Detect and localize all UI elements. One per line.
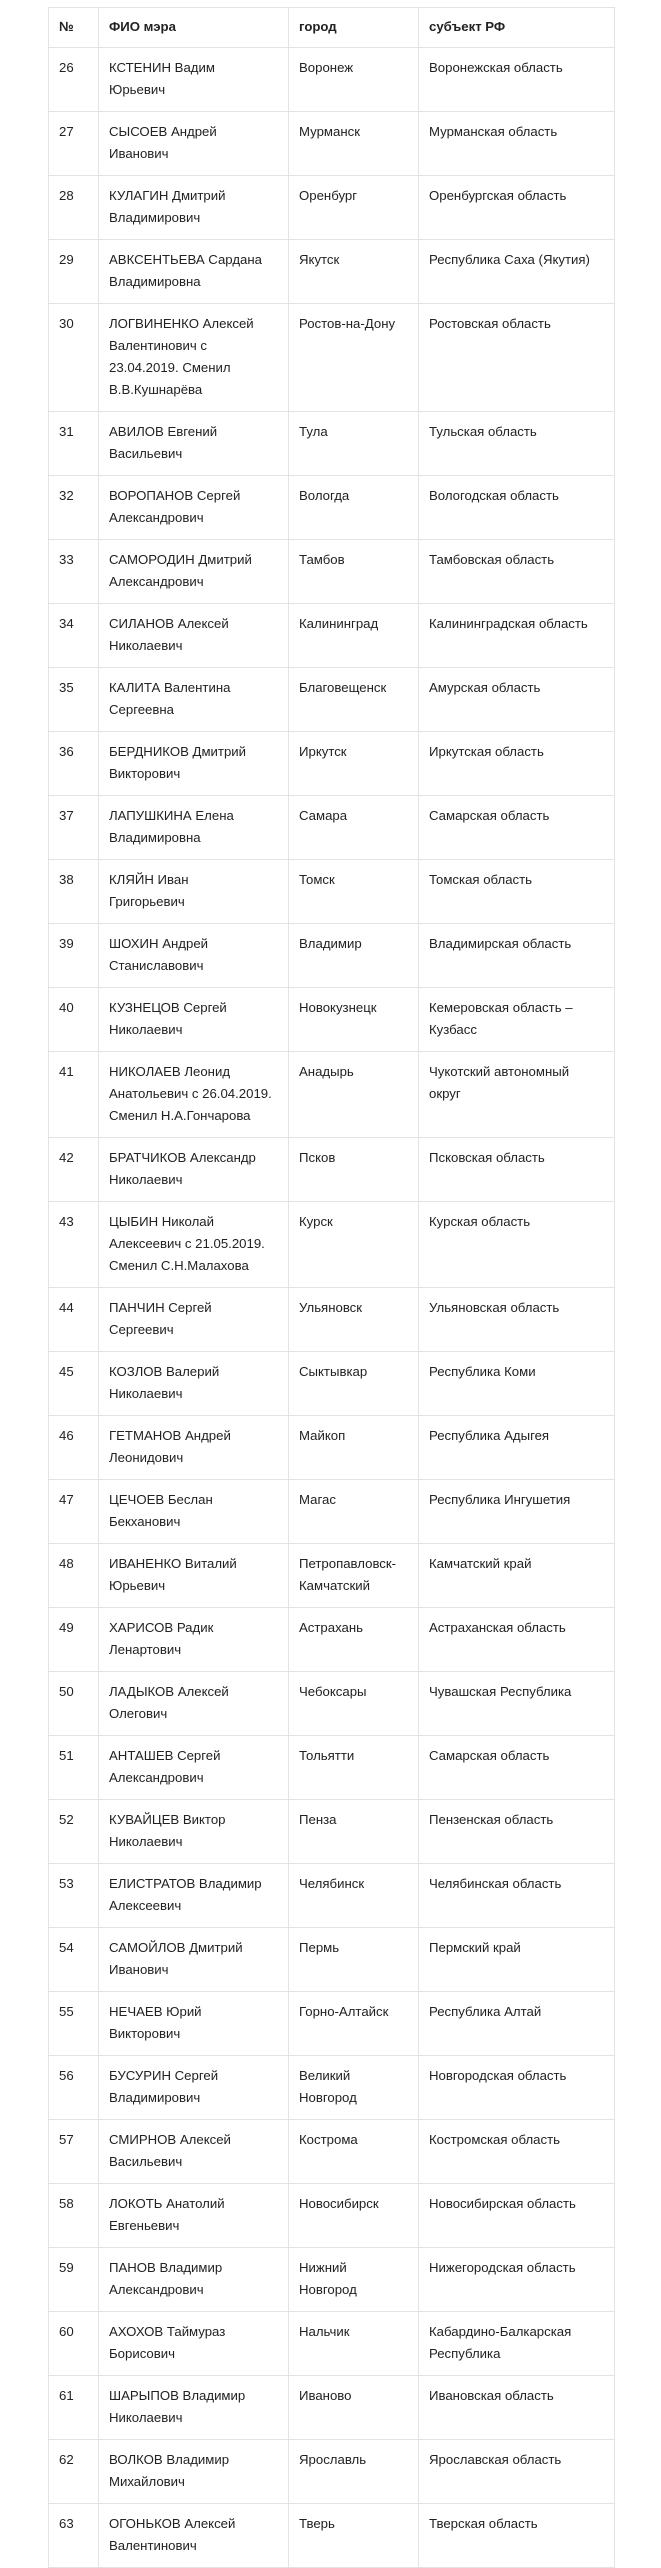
table-row	[49, 1864, 615, 1928]
mayor-name-line: БЕРДНИКОВ Дмитрий	[109, 744, 247, 759]
city-cell: Ульяновск	[289, 1288, 419, 1352]
region-cell: Республика Адыгея	[419, 1416, 615, 1480]
city-cell: Калининград	[289, 604, 419, 668]
region-cell: Иркутская область	[419, 732, 615, 796]
mayor-name-line: Николаевич	[109, 1834, 183, 1849]
mayor-name-line: КОЗЛОВ Валерий	[109, 1364, 220, 1379]
mayor-name-line: Владимирович	[109, 2090, 201, 2105]
table-row	[49, 1736, 615, 1800]
mayor-name-cell	[99, 1052, 289, 1138]
mayor-name-line: ХАРИСОВ Радик	[109, 1620, 214, 1635]
mayor-name-cell	[99, 1138, 289, 1202]
mayor-name-cell	[99, 1480, 289, 1544]
header-region: субъект РФ	[419, 8, 615, 48]
mayor-name-line: АВКСЕНТЬЕВА Сардана	[109, 252, 262, 267]
mayor-name-line: Александрович	[109, 1770, 204, 1785]
row-number: 53	[49, 1864, 99, 1928]
city-cell: Курск	[289, 1202, 419, 1288]
mayor-name-line: ВОЛКОВ Владимир	[109, 2452, 230, 2467]
mayor-name-line: Анатольевич с 26.04.2019.	[109, 1086, 272, 1101]
mayor-name-line: АХОХОВ Таймураз	[109, 2324, 226, 2339]
mayor-name-line: Александрович	[109, 574, 204, 589]
mayor-name-line: Станиславович	[109, 958, 204, 973]
mayor-name-line: Алексеевич с 21.05.2019.	[109, 1236, 265, 1251]
region-cell: Мурманская область	[419, 112, 615, 176]
city-cell: Томск	[289, 860, 419, 924]
mayor-name-cell	[99, 2440, 289, 2504]
mayor-name-line: САМОЙЛОВ Дмитрий	[109, 1940, 243, 1955]
row-number: 34	[49, 604, 99, 668]
mayor-name-cell	[99, 1288, 289, 1352]
city-cell: Вологда	[289, 476, 419, 540]
region-cell: Вологодская область	[419, 476, 615, 540]
region-cell: Кабардино-Балкарская Республика	[419, 2312, 615, 2376]
mayor-name-line: Николаевич	[109, 2410, 183, 2425]
mayor-name-line: САМОРОДИН Дмитрий	[109, 552, 252, 567]
row-number: 26	[49, 48, 99, 112]
row-number: 37	[49, 796, 99, 860]
row-number: 60	[49, 2312, 99, 2376]
city-cell: Нижний Новгород	[289, 2248, 419, 2312]
city-cell: Тольятти	[289, 1736, 419, 1800]
mayor-name-line: Николаевич	[109, 1172, 183, 1187]
city-cell: Анадырь	[289, 1052, 419, 1138]
table-row	[49, 668, 615, 732]
region-cell: Республика Ингушетия	[419, 1480, 615, 1544]
mayors-table	[48, 7, 615, 2568]
table-row	[49, 476, 615, 540]
city-cell: Великий Новгород	[289, 2056, 419, 2120]
table-row	[49, 2440, 615, 2504]
row-number: 57	[49, 2120, 99, 2184]
city-cell: Якутск	[289, 240, 419, 304]
city-cell: Пенза	[289, 1800, 419, 1864]
row-number: 63	[49, 2504, 99, 2568]
mayor-name-line: Михайлович	[109, 2474, 185, 2489]
row-number: 45	[49, 1352, 99, 1416]
mayor-name-cell	[99, 1202, 289, 1288]
city-cell: Новосибирск	[289, 2184, 419, 2248]
table-row	[49, 176, 615, 240]
city-cell: Воронеж	[289, 48, 419, 112]
region-cell: Ульяновская область	[419, 1288, 615, 1352]
mayor-name-line: Владимировна	[109, 830, 201, 845]
city-cell: Петропавловск-Камчатский	[289, 1544, 419, 1608]
mayor-name-cell	[99, 1416, 289, 1480]
city-cell: Мурманск	[289, 112, 419, 176]
region-cell: Чувашская Республика	[419, 1672, 615, 1736]
mayor-name-cell	[99, 732, 289, 796]
city-cell: Псков	[289, 1138, 419, 1202]
mayor-name-line: Владимировна	[109, 274, 201, 289]
table-row	[49, 1138, 615, 1202]
region-cell: Ярославская область	[419, 2440, 615, 2504]
table-row	[49, 2248, 615, 2312]
row-number: 56	[49, 2056, 99, 2120]
region-cell: Новгородская область	[419, 2056, 615, 2120]
mayor-name-line: Викторович	[109, 2026, 181, 2041]
row-number: 46	[49, 1416, 99, 1480]
row-number: 51	[49, 1736, 99, 1800]
mayor-name-cell	[99, 668, 289, 732]
mayor-name-cell	[99, 540, 289, 604]
city-cell: Ярославль	[289, 2440, 419, 2504]
row-number: 59	[49, 2248, 99, 2312]
mayor-name-cell	[99, 240, 289, 304]
mayor-name-cell	[99, 1800, 289, 1864]
mayor-name-line: БУСУРИН Сергей	[109, 2068, 219, 2083]
mayor-name-line: Валентинович с	[109, 338, 207, 353]
city-cell: Благовещенск	[289, 668, 419, 732]
mayor-name-cell	[99, 476, 289, 540]
region-cell: Калининградская область	[419, 604, 615, 668]
mayor-name-line: ОГОНЬКОВ Алексей	[109, 2516, 236, 2531]
row-number: 31	[49, 412, 99, 476]
city-cell: Майкоп	[289, 1416, 419, 1480]
city-cell: Самара	[289, 796, 419, 860]
mayor-name-line: СМИРНОВ Алексей	[109, 2132, 231, 2147]
mayor-name-cell	[99, 412, 289, 476]
mayor-name-line: КСТЕНИН Вадим	[109, 60, 215, 75]
table-row	[49, 412, 615, 476]
table-header	[49, 8, 615, 48]
row-number: 43	[49, 1202, 99, 1288]
region-cell: Владимирская область	[419, 924, 615, 988]
table-row	[49, 796, 615, 860]
row-number: 38	[49, 860, 99, 924]
mayor-name-line: Леонидович	[109, 1450, 184, 1465]
row-number: 32	[49, 476, 99, 540]
region-cell: Костромская область	[419, 2120, 615, 2184]
mayor-name-line: КУЛАГИН Дмитрий	[109, 188, 226, 203]
region-cell: Новосибирская область	[419, 2184, 615, 2248]
mayor-name-line: КАЛИТА Валентина	[109, 680, 231, 695]
city-cell: Ростов-на-Дону	[289, 304, 419, 412]
row-number: 47	[49, 1480, 99, 1544]
mayor-name-line: КЛЯЙН Иван	[109, 872, 189, 887]
table-row	[49, 604, 615, 668]
city-cell: Нальчик	[289, 2312, 419, 2376]
region-cell: Камчатский край	[419, 1544, 615, 1608]
mayor-name-line: Николаевич	[109, 1022, 183, 1037]
city-cell: Иркутск	[289, 732, 419, 796]
mayor-name-cell	[99, 2184, 289, 2248]
city-cell: Челябинск	[289, 1864, 419, 1928]
city-cell: Сыктывкар	[289, 1352, 419, 1416]
mayor-name-line: Ленартович	[109, 1642, 182, 1657]
mayor-name-cell	[99, 2056, 289, 2120]
row-number: 40	[49, 988, 99, 1052]
table-row	[49, 1992, 615, 2056]
region-cell: Томская область	[419, 860, 615, 924]
table-row	[49, 924, 615, 988]
mayor-name-cell	[99, 604, 289, 668]
city-cell: Тула	[289, 412, 419, 476]
mayor-name-line: ПАНЧИН Сергей	[109, 1300, 212, 1315]
mayor-name-line: Валентинович	[109, 2538, 197, 2553]
mayor-name-line: В.В.Кушнарёва	[109, 382, 203, 397]
region-cell: Курская область	[419, 1202, 615, 1288]
mayor-name-line: ПАНОВ Владимир	[109, 2260, 223, 2275]
row-number: 28	[49, 176, 99, 240]
table-row	[49, 988, 615, 1052]
city-cell: Кострома	[289, 2120, 419, 2184]
city-cell: Тамбов	[289, 540, 419, 604]
table-row	[49, 1672, 615, 1736]
mayor-name-cell	[99, 304, 289, 412]
city-cell: Тверь	[289, 2504, 419, 2568]
table-row	[49, 304, 615, 412]
header-city: город	[289, 8, 419, 48]
mayor-name-cell	[99, 1928, 289, 1992]
mayor-name-line: 23.04.2019. Сменил	[109, 360, 231, 375]
table-row	[49, 540, 615, 604]
mayor-name-line: ЛОКОТЬ Анатолий	[109, 2196, 225, 2211]
table-body	[49, 48, 615, 2568]
table-row	[49, 1202, 615, 1288]
mayor-name-line: НЕЧАЕВ Юрий	[109, 2004, 202, 2019]
mayor-name-cell	[99, 796, 289, 860]
row-number: 52	[49, 1800, 99, 1864]
city-cell: Горно-Алтайск	[289, 1992, 419, 2056]
mayor-name-line: Сменил Н.А.Гончарова	[109, 1108, 251, 1123]
mayor-name-cell	[99, 2376, 289, 2440]
region-cell: Амурская область	[419, 668, 615, 732]
mayor-name-cell	[99, 924, 289, 988]
region-cell: Нижегородская область	[419, 2248, 615, 2312]
city-cell: Чебоксары	[289, 1672, 419, 1736]
row-number: 30	[49, 304, 99, 412]
row-number: 44	[49, 1288, 99, 1352]
row-number: 49	[49, 1608, 99, 1672]
mayor-name-line: Бекханович	[109, 1514, 181, 1529]
row-number: 61	[49, 2376, 99, 2440]
table-row	[49, 240, 615, 304]
region-cell: Пермский край	[419, 1928, 615, 1992]
mayor-name-line: ЦЫБИН Николай	[109, 1214, 214, 1229]
mayor-name-cell	[99, 2248, 289, 2312]
mayor-name-line: Николаевич	[109, 638, 183, 653]
mayor-name-line: Васильевич	[109, 446, 183, 461]
mayor-name-line: ИВАНЕНКО Виталий	[109, 1556, 237, 1571]
mayor-name-line: БРАТЧИКОВ Александр	[109, 1150, 256, 1165]
row-number: 58	[49, 2184, 99, 2248]
mayor-name-line: ВОРОПАНОВ Сергей	[109, 488, 241, 503]
mayor-name-cell	[99, 1672, 289, 1736]
city-cell: Новокузнецк	[289, 988, 419, 1052]
mayor-name-line: ЛАПУШКИНА Елена	[109, 808, 234, 823]
city-cell: Магас	[289, 1480, 419, 1544]
city-cell: Владимир	[289, 924, 419, 988]
mayor-name-line: Сменил С.Н.Малахова	[109, 1258, 249, 1273]
region-cell: Ивановская область	[419, 2376, 615, 2440]
mayor-name-cell	[99, 988, 289, 1052]
mayor-name-cell	[99, 112, 289, 176]
mayor-name-line: НИКОЛАЕВ Леонид	[109, 1064, 231, 1079]
table-row	[49, 2504, 615, 2568]
table-row	[49, 1544, 615, 1608]
row-number: 33	[49, 540, 99, 604]
mayor-name-line: СИЛАНОВ Алексей	[109, 616, 229, 631]
city-cell: Пермь	[289, 1928, 419, 1992]
mayor-name-cell	[99, 2312, 289, 2376]
region-cell: Астраханская область	[419, 1608, 615, 1672]
region-cell: Кемеровская область – Кузбасс	[419, 988, 615, 1052]
table-row	[49, 1480, 615, 1544]
mayor-name-line: Васильевич	[109, 2154, 183, 2169]
row-number: 29	[49, 240, 99, 304]
mayor-name-line: ЛАДЫКОВ Алексей	[109, 1684, 229, 1699]
region-cell: Оренбургская область	[419, 176, 615, 240]
mayor-name-cell	[99, 1544, 289, 1608]
region-cell: Тамбовская область	[419, 540, 615, 604]
table-row	[49, 112, 615, 176]
region-cell: Челябинская область	[419, 1864, 615, 1928]
mayor-name-line: Владимирович	[109, 210, 201, 225]
mayor-name-line: Сергеевич	[109, 1322, 174, 1337]
region-cell: Республика Саха (Якутия)	[419, 240, 615, 304]
table-row	[49, 860, 615, 924]
mayor-name-line: Юрьевич	[109, 1578, 166, 1593]
table-row	[49, 1800, 615, 1864]
mayor-name-cell	[99, 2504, 289, 2568]
table-row	[49, 1052, 615, 1138]
mayor-name-line: Олегович	[109, 1706, 168, 1721]
mayor-name-line: Иванович	[109, 146, 169, 161]
mayor-name-cell	[99, 2120, 289, 2184]
row-number: 42	[49, 1138, 99, 1202]
header-name: ФИО мэра	[99, 8, 289, 48]
header-row	[49, 8, 615, 48]
city-cell: Астрахань	[289, 1608, 419, 1672]
mayor-name-line: ШОХИН Андрей	[109, 936, 209, 951]
region-cell: Самарская область	[419, 796, 615, 860]
table-row	[49, 1608, 615, 1672]
mayor-name-cell	[99, 1864, 289, 1928]
region-cell: Пензенская область	[419, 1800, 615, 1864]
mayor-name-line: Алексеевич	[109, 1898, 182, 1913]
city-cell: Иваново	[289, 2376, 419, 2440]
row-number: 41	[49, 1052, 99, 1138]
row-number: 54	[49, 1928, 99, 1992]
mayor-name-line: АНТАШЕВ Сергей	[109, 1748, 221, 1763]
mayor-name-cell	[99, 176, 289, 240]
table-row	[49, 2056, 615, 2120]
mayor-name-line: Сергеевна	[109, 702, 175, 717]
region-cell: Тверская область	[419, 2504, 615, 2568]
mayor-name-line: Иванович	[109, 1962, 169, 1977]
row-number: 39	[49, 924, 99, 988]
mayor-name-line: КУЗНЕЦОВ Сергей	[109, 1000, 227, 1015]
table-row	[49, 2120, 615, 2184]
region-cell: Чукотский автономный округ	[419, 1052, 615, 1138]
region-cell: Псковская область	[419, 1138, 615, 1202]
row-number: 48	[49, 1544, 99, 1608]
region-cell: Самарская область	[419, 1736, 615, 1800]
header-num: №	[49, 8, 99, 48]
mayor-name-cell	[99, 48, 289, 112]
row-number: 50	[49, 1672, 99, 1736]
region-cell: Тульская область	[419, 412, 615, 476]
table-row	[49, 48, 615, 112]
table-row	[49, 1416, 615, 1480]
region-cell: Ростовская область	[419, 304, 615, 412]
table-row	[49, 1928, 615, 1992]
mayor-name-cell	[99, 1736, 289, 1800]
row-number: 35	[49, 668, 99, 732]
mayor-name-cell	[99, 860, 289, 924]
mayor-name-line: КУВАЙЦЕВ Виктор	[109, 1812, 226, 1827]
row-number: 55	[49, 1992, 99, 2056]
mayor-name-line: ЛОГВИНЕНКО Алексей	[109, 316, 254, 331]
mayor-name-line: Григорьевич	[109, 894, 185, 909]
mayor-name-line: Юрьевич	[109, 82, 166, 97]
city-cell: Оренбург	[289, 176, 419, 240]
mayor-name-line: Викторович	[109, 766, 181, 781]
mayor-name-cell	[99, 1352, 289, 1416]
mayor-name-line: Евгеньевич	[109, 2218, 180, 2233]
row-number: 27	[49, 112, 99, 176]
table-row	[49, 732, 615, 796]
table-row	[49, 2312, 615, 2376]
mayor-name-cell	[99, 1608, 289, 1672]
region-cell: Республика Алтай	[419, 1992, 615, 2056]
mayor-name-line: СЫСОЕВ Андрей	[109, 124, 217, 139]
mayor-name-line: ЦЕЧОЕВ Беслан	[109, 1492, 213, 1507]
mayor-name-line: ШАРЫПОВ Владимир	[109, 2388, 246, 2403]
table-row	[49, 1352, 615, 1416]
mayor-name-cell	[99, 1992, 289, 2056]
mayor-name-line: АВИЛОВ Евгений	[109, 424, 218, 439]
row-number: 62	[49, 2440, 99, 2504]
mayor-name-line: Борисович	[109, 2346, 176, 2361]
mayor-name-line: Николаевич	[109, 1386, 183, 1401]
mayor-name-line: Александрович	[109, 2282, 204, 2297]
region-cell: Воронежская область	[419, 48, 615, 112]
mayor-name-line: ГЕТМАНОВ Андрей	[109, 1428, 231, 1443]
table-row	[49, 2376, 615, 2440]
table-row	[49, 1288, 615, 1352]
mayor-name-line: Александрович	[109, 510, 204, 525]
mayor-name-line: ЕЛИСТРАТОВ Владимир	[109, 1876, 262, 1891]
region-cell: Республика Коми	[419, 1352, 615, 1416]
row-number: 36	[49, 732, 99, 796]
table-row	[49, 2184, 615, 2248]
